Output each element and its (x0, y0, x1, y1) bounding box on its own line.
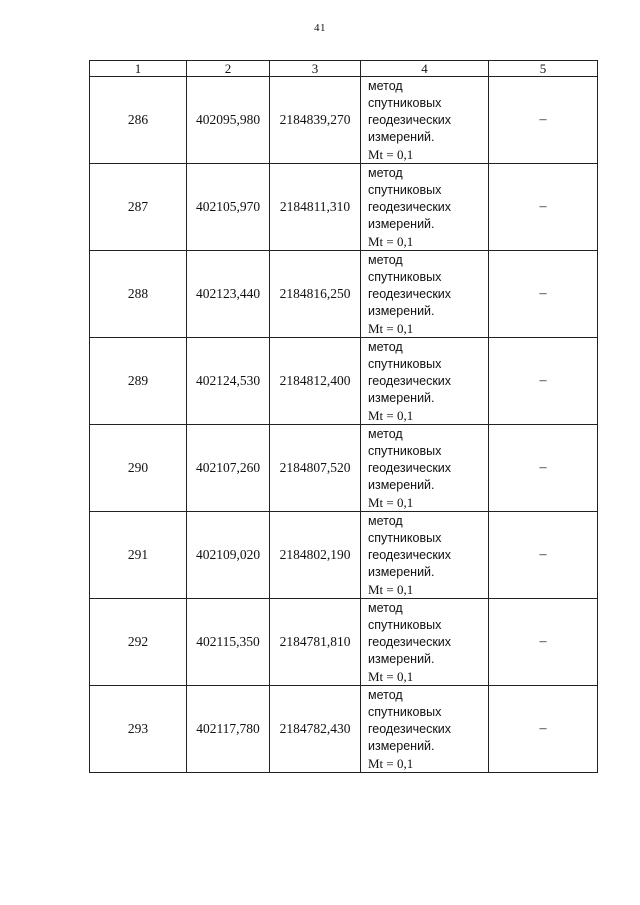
point-number-cell: 292 (90, 599, 187, 686)
method-line: геодезических (368, 373, 452, 388)
column-header: 2 (187, 61, 270, 77)
point-number-cell: 288 (90, 251, 187, 338)
note-cell: – (489, 599, 598, 686)
note-cell: – (489, 251, 598, 338)
method-line: спутниковых (368, 443, 442, 458)
table-row (90, 338, 598, 425)
table-row (90, 425, 598, 512)
method-line: спутниковых (368, 269, 442, 284)
y-coordinate-cell: 2184807,520 (270, 425, 361, 512)
table-row (90, 512, 598, 599)
method-line: Mt = 0,1 (368, 320, 414, 336)
note-cell: – (489, 512, 598, 599)
method-line: Mt = 0,1 (368, 494, 414, 510)
note-cell: – (489, 77, 598, 164)
coordinates-table (89, 60, 598, 773)
method-cell (361, 686, 489, 773)
method-line: измерений. (368, 390, 435, 405)
note-cell: – (489, 425, 598, 512)
method-line: геодезических (368, 286, 452, 301)
method-line: спутниковых (368, 704, 442, 719)
method-line: метод (368, 426, 403, 441)
point-number-cell: 287 (90, 164, 187, 251)
method-line: спутниковых (368, 617, 442, 632)
method-line: геодезических (368, 547, 452, 562)
y-coordinate-cell: 2184811,310 (270, 164, 361, 251)
y-coordinate-cell: 2184839,270 (270, 77, 361, 164)
x-coordinate-cell: 402109,020 (187, 512, 270, 599)
column-header: 5 (489, 61, 598, 77)
x-coordinate-cell: 402115,350 (187, 599, 270, 686)
method-line: измерений. (368, 564, 435, 579)
note-cell: – (489, 686, 598, 773)
method-line: спутниковых (368, 182, 442, 197)
point-number-cell: 293 (90, 686, 187, 773)
method-line: измерений. (368, 216, 435, 231)
point-number-cell: 289 (90, 338, 187, 425)
method-cell (361, 425, 489, 512)
method-line: измерений. (368, 129, 435, 144)
x-coordinate-cell: 402117,780 (187, 686, 270, 773)
column-header: 1 (90, 61, 187, 77)
method-line: измерений. (368, 477, 435, 492)
method-line: Mt = 0,1 (368, 233, 414, 249)
point-number-cell: 290 (90, 425, 187, 512)
note-cell: – (489, 164, 598, 251)
x-coordinate-cell: 402107,260 (187, 425, 270, 512)
method-line: метод (368, 252, 403, 267)
method-line: спутниковых (368, 95, 442, 110)
x-coordinate-cell: 402105,970 (187, 164, 270, 251)
table-row (90, 77, 598, 164)
method-line: геодезических (368, 460, 452, 475)
y-coordinate-cell: 2184802,190 (270, 512, 361, 599)
method-cell (361, 164, 489, 251)
column-header: 3 (270, 61, 361, 77)
method-line: Mt = 0,1 (368, 146, 414, 162)
method-line: метод (368, 339, 403, 354)
y-coordinate-cell: 2184816,250 (270, 251, 361, 338)
column-header: 4 (361, 61, 489, 77)
method-line: метод (368, 165, 403, 180)
table-body (90, 77, 598, 773)
table-header-row (90, 61, 598, 77)
method-line: Mt = 0,1 (368, 581, 414, 597)
method-line: измерений. (368, 738, 435, 753)
method-line: измерений. (368, 303, 435, 318)
table-row (90, 686, 598, 773)
point-number-cell: 291 (90, 512, 187, 599)
method-cell (361, 77, 489, 164)
page-number: 41 (314, 22, 326, 34)
method-cell (361, 512, 489, 599)
method-line: спутниковых (368, 356, 442, 371)
method-line: метод (368, 513, 403, 528)
method-line: метод (368, 600, 403, 615)
point-number-cell: 286 (90, 77, 187, 164)
method-cell (361, 338, 489, 425)
table-row (90, 251, 598, 338)
x-coordinate-cell: 402124,530 (187, 338, 270, 425)
method-cell (361, 599, 489, 686)
method-line: Mt = 0,1 (368, 407, 414, 423)
method-line: Mt = 0,1 (368, 668, 414, 684)
method-line: спутниковых (368, 530, 442, 545)
table-row (90, 164, 598, 251)
method-line: геодезических (368, 112, 452, 127)
x-coordinate-cell: 402123,440 (187, 251, 270, 338)
note-cell: – (489, 338, 598, 425)
table-row (90, 599, 598, 686)
method-line: измерений. (368, 651, 435, 666)
method-line: геодезических (368, 199, 452, 214)
x-coordinate-cell: 402095,980 (187, 77, 270, 164)
y-coordinate-cell: 2184782,430 (270, 686, 361, 773)
method-line: метод (368, 687, 403, 702)
method-line: метод (368, 78, 403, 93)
y-coordinate-cell: 2184781,810 (270, 599, 361, 686)
y-coordinate-cell: 2184812,400 (270, 338, 361, 425)
method-line: геодезических (368, 721, 452, 736)
method-line: Mt = 0,1 (368, 755, 414, 771)
method-line: геодезических (368, 634, 452, 649)
method-cell (361, 251, 489, 338)
